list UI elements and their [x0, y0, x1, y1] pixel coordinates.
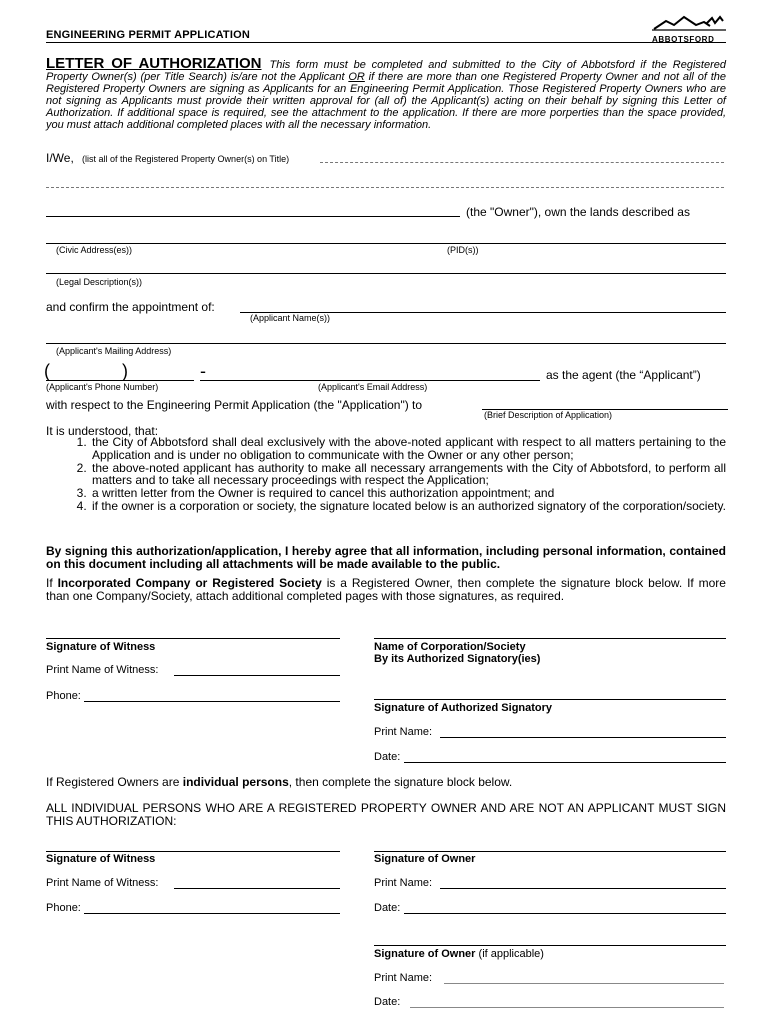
corp-by-label: By its Authorized Signatory(ies): [374, 653, 541, 665]
form-title: ENGINEERING PERMIT APPLICATION: [46, 29, 251, 41]
mailing-address-field[interactable]: [46, 343, 726, 344]
corp-date-field[interactable]: [404, 762, 726, 763]
legal-description-field[interactable]: [46, 273, 726, 274]
owner-names-field-3[interactable]: [46, 216, 460, 217]
owner-sig-label: Signature of Owner: [374, 853, 476, 865]
logo-wordmark: ABBOTSFORD: [652, 35, 715, 44]
mountain-logo-icon: [652, 15, 726, 31]
ind-witness-name-field[interactable]: [174, 888, 340, 889]
corporate-instructions: [46, 577, 726, 603]
individual-instructions: [46, 776, 726, 789]
civic-caption: (Civic Address(es)): [56, 245, 133, 255]
corp-phone-label: Phone:: [46, 690, 81, 702]
list-item: 4. if the owner is a corporation or society, the signature located below is an authorized signatory of the corporation/society.: [90, 500, 726, 513]
iwe-label: I/We,: [46, 151, 74, 165]
phone-paren-open: (: [44, 361, 50, 381]
owner-names-field-2[interactable]: [46, 187, 724, 188]
intro-or: OR: [348, 70, 365, 83]
individual-bold: individual persons: [182, 775, 289, 789]
signatory-signature-line[interactable]: [374, 699, 726, 700]
phone-field[interactable]: [46, 380, 194, 381]
corp-print-name-field[interactable]: [440, 737, 726, 738]
understood-list: [46, 436, 726, 513]
declaration: By signing this authorization/application, I hereby agree that all information, including personal information, contained on this document including all attachments will be made available to the public.: [46, 544, 726, 571]
iwe-note: (list all of the Registered Property Owner(s) on Title): [82, 154, 290, 164]
intro-text-a: This form must be completed and submitted to the City of Abbotsford if the Registered Property Owner(s) (per Title Search) is/are not the Applicant: [46, 59, 727, 83]
email-field[interactable]: [200, 380, 540, 381]
ind-witness-sig-label: Signature of Witness: [46, 853, 156, 865]
agent-suffix: as the agent (the “Applicant”): [546, 368, 701, 382]
civic-pid-field[interactable]: [46, 243, 726, 244]
corp-phone-field[interactable]: [84, 701, 340, 702]
corp-witness-signature-line[interactable]: [46, 638, 340, 639]
respect-label: with respect to the Engineering Permit Application (the "Application") to: [46, 398, 423, 412]
understood-lead: It is understood, that:: [46, 424, 159, 438]
corp-name-label: Name of Corporation/Society: [374, 641, 526, 653]
list-item: 2. the above-noted applicant has authority to make all necessary arrangements with the City of Abbotsford, to perform all matters and to take all necessary proceedings with respect the Application;: [90, 462, 726, 488]
corp-date-label: Date:: [374, 751, 401, 763]
corporate-post: is a Registered Owner, then complete the signature block below. If more than one Company/Society, attach additional completed pages with those signatures, as required.: [46, 576, 726, 603]
phone-caption: (Applicant's Phone Number): [46, 382, 159, 392]
owner2-signature-line[interactable]: [374, 945, 726, 946]
corp-witness-sig-label: Signature of Witness: [46, 641, 156, 653]
ind-date2-field[interactable]: [410, 1007, 724, 1008]
ind-witness-name-label: Print Name of Witness:: [46, 877, 159, 889]
ind-date-label: Date:: [374, 902, 401, 914]
corp-print-name-label: Print Name:: [374, 726, 433, 738]
ind-print-name2-label: Print Name:: [374, 972, 433, 984]
abbotsford-logo: [652, 15, 726, 44]
ind-print-name2-field[interactable]: [444, 983, 724, 984]
owner-names-field-1[interactable]: [320, 162, 724, 163]
ind-date-field[interactable]: [404, 913, 726, 914]
phone-dash: -: [200, 361, 206, 381]
signatory-sig-label: Signature of Authorized Signatory: [374, 702, 553, 714]
ind-phone-field[interactable]: [84, 913, 340, 914]
corp-witness-name-field[interactable]: [174, 675, 340, 676]
individual-caps-notice: ALL INDIVIDUAL PERSONS WHO ARE A REGISTERED PROPERTY OWNER AND ARE NOT AN APPLICANT MUST SIGN THIS AUTHORIZATION:: [46, 801, 726, 828]
ind-print-name-field[interactable]: [440, 888, 726, 889]
corporate-pre: If: [46, 576, 58, 590]
ind-witness-signature-line[interactable]: [46, 851, 340, 852]
confirm-label: and confirm the appointment of:: [46, 300, 215, 314]
owner2-sig-bold: Signature of Owner: [374, 948, 476, 960]
ind-date2-label: Date:: [374, 996, 401, 1008]
owner-signature-line[interactable]: [374, 851, 726, 852]
corp-name-line[interactable]: [374, 638, 726, 639]
mailing-caption: (Applicant's Mailing Address): [56, 346, 172, 356]
pid-caption: (PID(s)): [447, 245, 479, 255]
owner2-sig-label: [374, 948, 544, 960]
header-rule: [46, 42, 726, 43]
letter-heading: LETTER OF AUTHORIZATION: [46, 55, 262, 72]
ind-phone-label: Phone:: [46, 902, 81, 914]
corporate-bold: Incorporated Company or Registered Society: [57, 576, 322, 590]
list-item: 1. the City of Abbotsford shall deal exclusively with the above-noted applicant with respect to all matters pertaining to the Application and is under no obligation to communicate with the Owner or any other person;: [90, 436, 726, 462]
corp-witness-name-label: Print Name of Witness:: [46, 664, 159, 676]
phone-paren-close: ): [122, 361, 128, 381]
ind-print-name-label: Print Name:: [374, 877, 433, 889]
individual-post: , then complete the signature block below.: [288, 775, 513, 789]
owner2-sig-note: (if applicable): [475, 948, 544, 960]
legal-caption: (Legal Description(s)): [56, 277, 143, 287]
individual-pre: If Registered Owners are: [46, 775, 183, 789]
list-item: 3. a written letter from the Owner is required to cancel this authorization appointment; and: [90, 487, 726, 500]
owner-suffix: (the "Owner"), own the lands described as: [466, 205, 690, 219]
email-caption: (Applicant's Email Address): [318, 382, 428, 392]
intro-text-b: if there are more than one Registered Property Owner and not all of the Registered Property Owners are signing as Applicants for an Engineering Permit Application. Those Registered Property Owners who are not signing as Applicants must provide their written approval for (all of) the Applicant(s) acting on their behalf by signing this Letter of Authorization. If additional space is required, see the attachment to the application. If there are more porperties than the space provided, you must attach additional completed places with all the necessary information.: [46, 70, 727, 131]
intro-paragraph: [46, 55, 727, 131]
applicant-name-caption: (Applicant Name(s)): [250, 313, 331, 323]
brief-caption: (Brief Description of Application): [484, 410, 613, 420]
